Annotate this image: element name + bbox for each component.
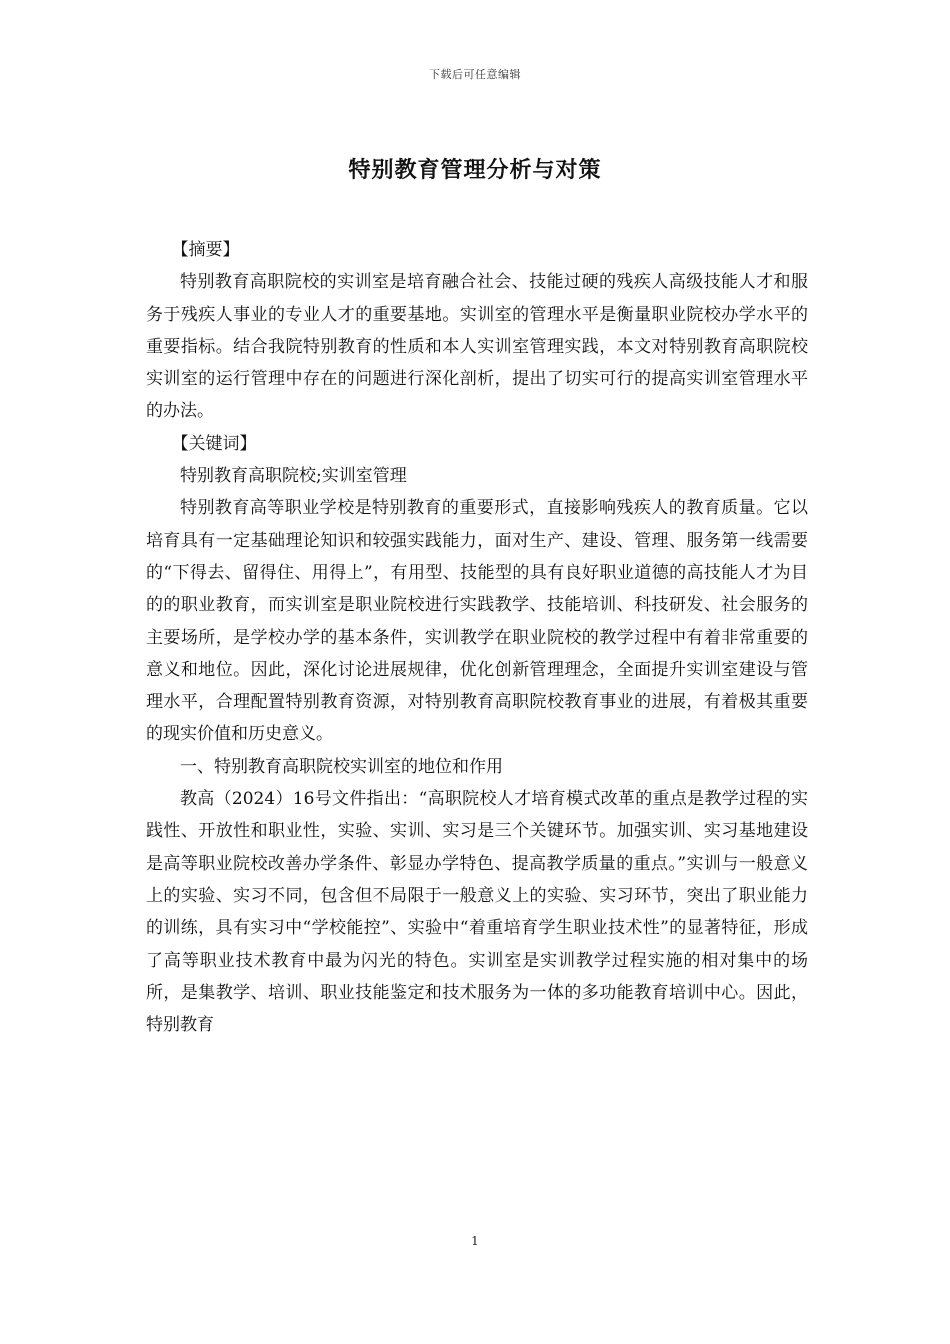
section-paragraph: 教高（2024）16号文件指出：“高职院校人才培育模式改革的重点是教学过程的实践性、开放性和职业性，实验、实训、实习是三个关键环节。加强实训、实习基地建设是高等职业院校改善办学条件、彰显办学特色、提高教学质量的重点。”实训与一般意义上的实验、实习不同，包含但不局限于一般意义上的实验、实习环节，突出了职业能力的训练，具有实习中“学校能控”、实验中“着重培育学生职业技术性”的显著特征，形成了高等职业技术教育中最为闪光的特色。实训室是实训教学过程实施的相对集中的场所，是集教学、培训、职业技能鉴定和技术服务为一体的多功能教育培训中心。因此，特别教育 bbox=[146, 789, 808, 1036]
page-header-note: 下载后可任意编辑 bbox=[429, 68, 521, 81]
abstract-text: 特别教育高职院校的实训室是培育融合社会、技能过硬的残疾人高级技能人才和服务于残疾人事业的专业人才的重要基地。实训室的管理水平是衡量职业院校办学水平的重要指标。结合我院特别教育的性质和本人实训室管理实践，本文对特别教育高职院校实训室的运行管理中存在的问题进行深化剖析，提出了切实可行的提高实训室管理水平的办法。 bbox=[146, 272, 808, 422]
document-title: 特别教育管理分析与对策 bbox=[348, 158, 602, 183]
document-body bbox=[146, 234, 808, 1041]
page-number: 1 bbox=[471, 1234, 479, 1248]
intro-paragraph: 特别教育高等职业学校是特别教育的重要形式，直接影响残疾人的教育质量。它以培育具有一定基础理论知识和较强实践能力，面对生产、建设、管理、服务第一线需要的“下得去、留得住、用得上”，有用型、技能型的具有良好职业道德的高技能人才为目的的职业教育，而实训室是职业院校进行实践教学、技能培训、科技研发、社会服务的主要场所，是学校办学的基本条件，实训教学在职业院校的教学过程中有着非常重要的意义和地位。因此，深化讨论进展规律，优化创新管理理念，全面提升实训室建设与管理水平，合理配置特别教育资源，对特别教育高职院校教育事业的进展，有着极其重要的现实价值和历史意义。 bbox=[146, 498, 808, 745]
keywords-label: 【关键词】 bbox=[171, 433, 257, 454]
keywords-text: 特别教育高职院校;实训室管理 bbox=[180, 466, 407, 487]
abstract-label: 【摘要】 bbox=[171, 240, 240, 260]
section-heading: 一、特别教育高职院校实训室的地位和作用 bbox=[180, 756, 503, 777]
